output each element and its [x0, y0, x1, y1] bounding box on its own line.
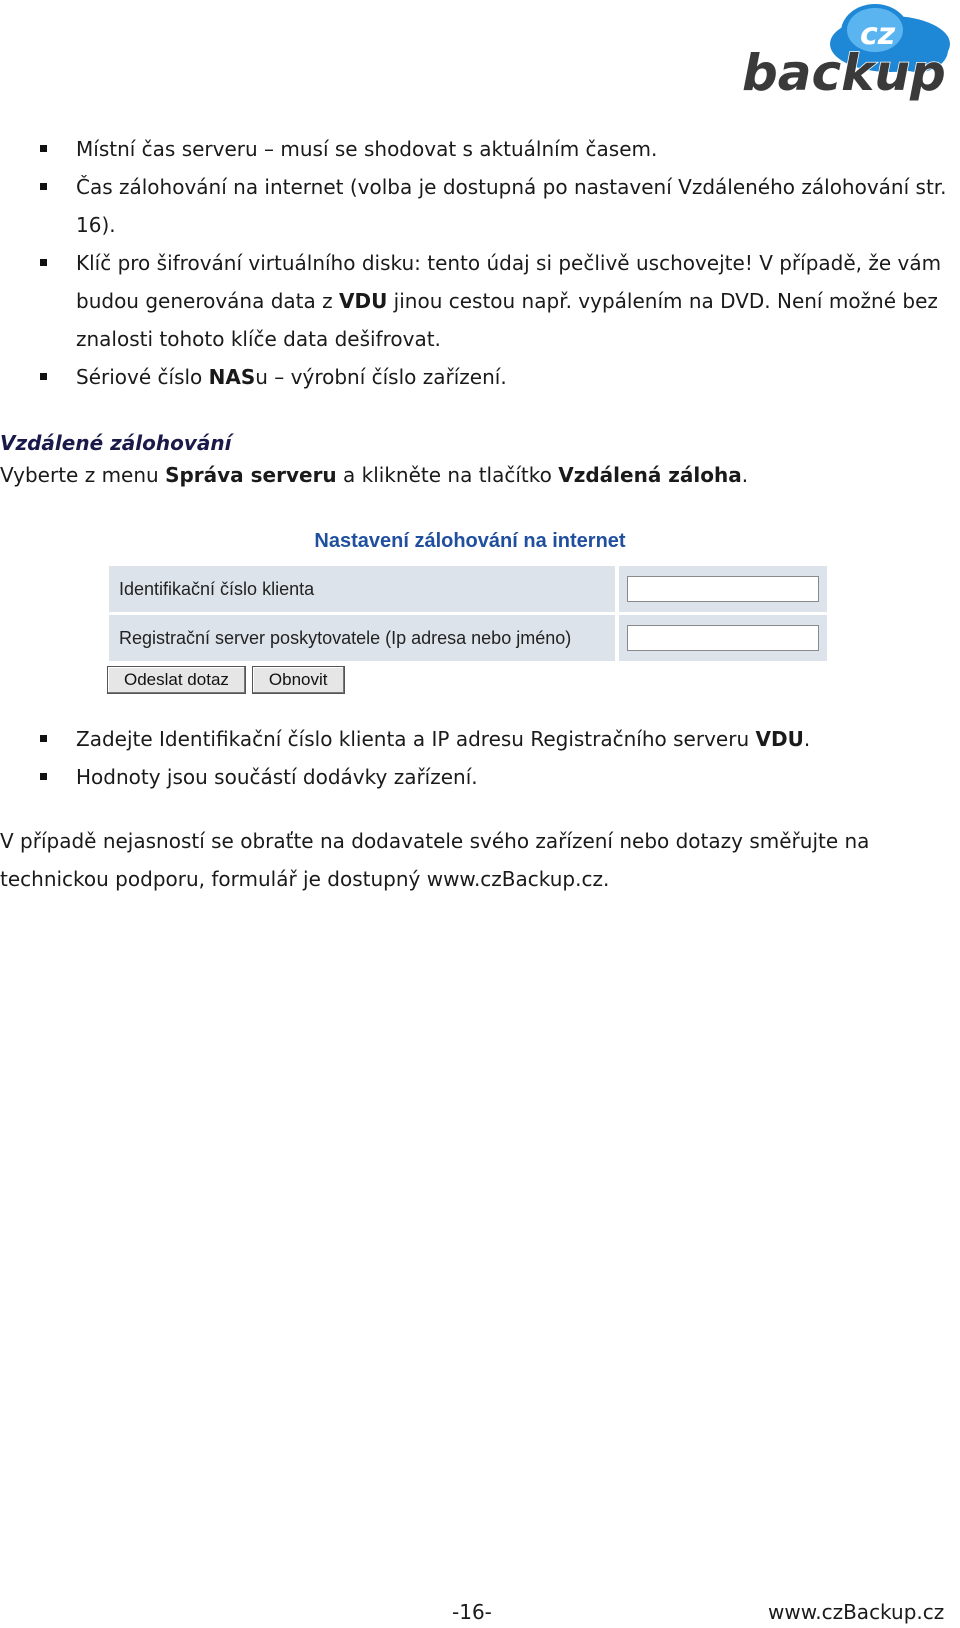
- client-id-input[interactable]: [627, 576, 819, 602]
- form-row-client-id: [109, 566, 827, 612]
- bullet-item: [0, 358, 960, 396]
- bold-term: NAS: [208, 365, 256, 389]
- registration-server-cell: [619, 615, 827, 661]
- bullet-text: Čas zálohování na internet (volba je dostupná po nastavení Vzdáleného zálohování str. 16).: [76, 175, 947, 237]
- square-bullet-icon: [40, 773, 47, 780]
- intro-text-1: Vyberte z menu: [0, 463, 166, 487]
- bullet-text: u – výrobní číslo zařízení.: [255, 365, 507, 389]
- bullet-text: Hodnoty jsou součástí dodávky zařízení.: [76, 765, 478, 789]
- client-id-cell: [619, 566, 827, 612]
- bullet-text: Klíč pro šifrování virtuálního disku: tento údaj si pečlivě uschovejte! V případě, že vám budou generována data z: [76, 251, 942, 313]
- czbackup-logo: [740, 2, 956, 106]
- bullet-text: .: [803, 727, 811, 751]
- bold-term: VDU: [338, 289, 388, 313]
- logo-brand-text: backup: [742, 44, 946, 102]
- logo-cz-text: cz: [860, 17, 896, 52]
- registration-server-label: Registrační server poskytovatele (Ip adresa nebo jméno): [109, 615, 615, 661]
- bullet-text: Místní čas serveru – musí se shodovat s aktuálním časem.: [76, 137, 658, 161]
- square-bullet-icon: [40, 183, 47, 190]
- bullet-text: Zadejte Identifikační číslo klienta a IP adresu Registračního serveru: [76, 727, 756, 751]
- reset-button[interactable]: Obnovit: [252, 666, 345, 694]
- client-id-label: Identifikační číslo klienta: [109, 566, 615, 612]
- intro-paragraph: [0, 460, 748, 490]
- settings-bullet-list: [0, 130, 960, 396]
- section-heading: Vzdálené zálohování: [0, 431, 232, 455]
- bullet-item: [0, 720, 960, 758]
- backup-settings-form: [109, 566, 827, 664]
- square-bullet-icon: [40, 259, 47, 266]
- intro-text-2: a klikněte na tlačítko: [336, 463, 559, 487]
- intro-menu-name: Správa serveru: [165, 463, 337, 487]
- bold-term: VDU: [755, 727, 804, 751]
- page-number: -16-: [452, 1600, 492, 1624]
- bullet-text: Sériové číslo: [76, 365, 209, 389]
- bullet-item: [0, 758, 960, 796]
- form-row-registration-server: [109, 615, 827, 661]
- form-buttons: [107, 666, 345, 694]
- intro-button-name: Vzdálená záloha: [558, 463, 742, 487]
- square-bullet-icon: [40, 373, 47, 380]
- bullet-item: [0, 244, 960, 358]
- instructions-bullet-list: [0, 720, 960, 796]
- bullet-text: jinou cestou např. vypálením na DVD. Není možné bez znalosti tohoto klíče data dešifrovat.: [76, 289, 938, 351]
- form-title: Nastavení zálohování na internet: [314, 530, 626, 552]
- intro-text-3: .: [741, 463, 749, 487]
- support-paragraph: V případě nejasností se obraťte na dodavatele svého zařízení nebo dotazy směřujte na technickou podporu, formulář je dostupný www.czBackup.cz.: [0, 829, 870, 891]
- bullet-item: [0, 168, 960, 244]
- registration-server-input[interactable]: [627, 625, 819, 651]
- bullet-item: [0, 130, 960, 168]
- footer-website: www.czBackup.cz: [768, 1600, 945, 1624]
- submit-query-button[interactable]: Odeslat dotaz: [107, 666, 246, 694]
- square-bullet-icon: [40, 145, 47, 152]
- square-bullet-icon: [40, 735, 47, 742]
